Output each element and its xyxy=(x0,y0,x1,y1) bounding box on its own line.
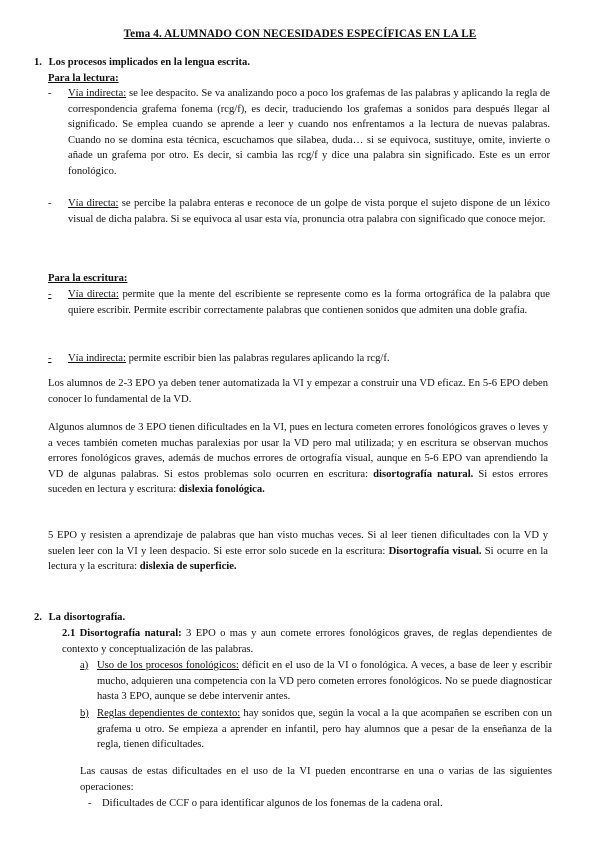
p3-text-1: 5 EPO y resisten a aprendizaje de palabras que han visto muchas veces. Si al leer tienen dificultades con la VD y suelen leer con la VI y leen despacio. Si este error solo sucede en la escritura: xyxy=(48,530,548,557)
lectura-heading: Para la lectura: xyxy=(48,73,119,84)
subitem-b xyxy=(80,706,552,754)
p2-text-2: Si estos errores suceden en lectura y escritura: xyxy=(48,468,548,496)
section-1-title: Los procesos implicados en la lengua escrita. xyxy=(48,57,250,68)
list-dash: - xyxy=(48,198,52,209)
section-1-number: 1. xyxy=(34,57,42,68)
subsection-2-1 xyxy=(62,626,552,657)
p2-text-1: Algunos alumnos de 3 EPO tienen dificultades en la VI, pues en lectura cometen errores fonológicos graves o leves y a veces también cometen muchas paralexias por usar la VD pero mal utilizada; y en escritura se observan muchos errores fonológicos graves, además de muchos errores de ortografía visual, aunque en 5-6 EPO van aprendiendo la VD de algunas palabras. Si estos problemas solo ocurren en escritura: xyxy=(48,422,548,480)
escritura-heading: Para la escritura: xyxy=(48,273,128,284)
section-2-heading xyxy=(34,610,125,626)
section-2-number: 2. xyxy=(34,612,42,623)
lectura-via-indirecta-label: Vía indirecta: xyxy=(68,88,127,99)
lectura-via-directa-label: Vía directa: xyxy=(68,198,119,209)
subsection-2-1-text: 3 EPO o mas y aun comete errores fonológicos graves, de reglas dependientes de contexto y conceptualización de las palabras. xyxy=(62,628,552,655)
list-dash: - xyxy=(48,88,52,99)
cause-bullet-text: Dificultades de CCF o para identificar algunos de los fonemas de la cadena oral. xyxy=(102,798,443,809)
lectura-item-via-indirecta xyxy=(48,86,550,186)
escritura-via-directa-text: permite que la mente del escribiente se represente como es la forma ortográfica de la palabra que quiere escribir. Permite escribir correctamente palabras que contienen sonidos que admiten una doble grafía. xyxy=(68,289,550,316)
lectura-item-via-directa xyxy=(48,196,550,246)
paragraph-disortografia-natural xyxy=(48,420,548,498)
p2-bold-2: dislexia fonológica. xyxy=(178,484,265,496)
lectura-via-directa-text: se percibe la palabra enteras e reconoce de un golpe de vista porque el sujeto dispone de un léxico visual de dicha palabra. Si se equivoca al usar esta vía, pronuncia otra palabra con significado que conoce mejor. xyxy=(68,198,550,225)
escritura-item-via-directa xyxy=(48,287,550,337)
paragraph-causes: Las causas de estas dificultades en el uso de la VI pueden encontrarse en una o varias de las siguientes operaciones: xyxy=(80,766,552,793)
escritura-via-indirecta-label: Vía indirecta: xyxy=(68,353,126,364)
cause-bullet xyxy=(88,796,550,812)
lectura-via-indirecta-text: se lee despacito. Se va analizando poco a poco los grafemas de las palabras y aplicando la regla de correspondencia grafema fonema (rcg/f), es decir, traduciendo los grafemas a sonidos para después llegar al significado. Se emplea cuando se aprende a leer y cuando nos enfrentamos a la lectura de nuevas palabras. Cuando no se domina esta técnica, escuchamos que silabea, duda… si se equivoca, sustituye, omite, invierte o añade un grafema por otro. Es decir, si cambia las rcg/f y dice una palabra sin significado. Este es un error fonológico. xyxy=(68,88,551,177)
escritura-via-directa-label: Vía directa: xyxy=(68,289,119,300)
section-2-title: La disortografía. xyxy=(48,612,126,623)
paragraph-automatizacion: Los alumnos de 2-3 EPO ya deben tener automatizada la VI y empezar a construir una VD eficaz. En 5-6 EPO deben conocer lo fundamental de la VD. xyxy=(48,378,548,405)
subitem-a-mark: a) xyxy=(80,660,89,671)
subitem-a-label: Uso de los procesos fonológicos: xyxy=(97,660,239,671)
p3-bold-1: Disortografía visual. xyxy=(388,545,482,557)
paragraph-disortografia-visual xyxy=(48,528,548,575)
list-dash: - xyxy=(88,798,92,809)
subitem-b-text: hay sonidos que, según la vocal a la que acompañen se escriben con un grafema u otro. Se empieza a aprender en infantil, pero hay alumnos que a pesar de la enseñanza de la regla, tienen dificultades. xyxy=(97,708,552,751)
section-1-heading xyxy=(34,55,250,71)
subitem-b-mark: b) xyxy=(80,708,89,719)
escritura-item-via-indirecta xyxy=(48,351,550,369)
p3-text-2: Si ocurre en la lectura y la escritura: xyxy=(48,545,548,573)
p3-bold-2: dislexia de superficie. xyxy=(139,561,237,573)
list-dash: - xyxy=(48,289,52,300)
document-title: Tema 4. ALUMNADO CON NECESIDADES ESPECÍFICAS EN LA LE xyxy=(123,28,477,40)
subitem-a-text: déficit en el uso de la VI o fonológica. A veces, a base de leer y escribir mucho, adquieren una competencia con la VD pero cometen errores fonológicos. No se puede diagnosticar hasta 3 EPO, aunque se debe intervenir antes. xyxy=(97,660,552,703)
subitem-b-label: Reglas dependientes de contexto: xyxy=(97,708,241,719)
list-dash: - xyxy=(48,353,52,364)
p2-bold-1: disortografía natural. xyxy=(373,468,474,480)
escritura-via-indirecta-text: permite escribir bien las palabras regulares aplicando la rcg/f. xyxy=(125,353,390,364)
subsection-2-1-label: 2.1 Disortografía natural: xyxy=(62,628,182,639)
subitem-a xyxy=(80,658,552,706)
